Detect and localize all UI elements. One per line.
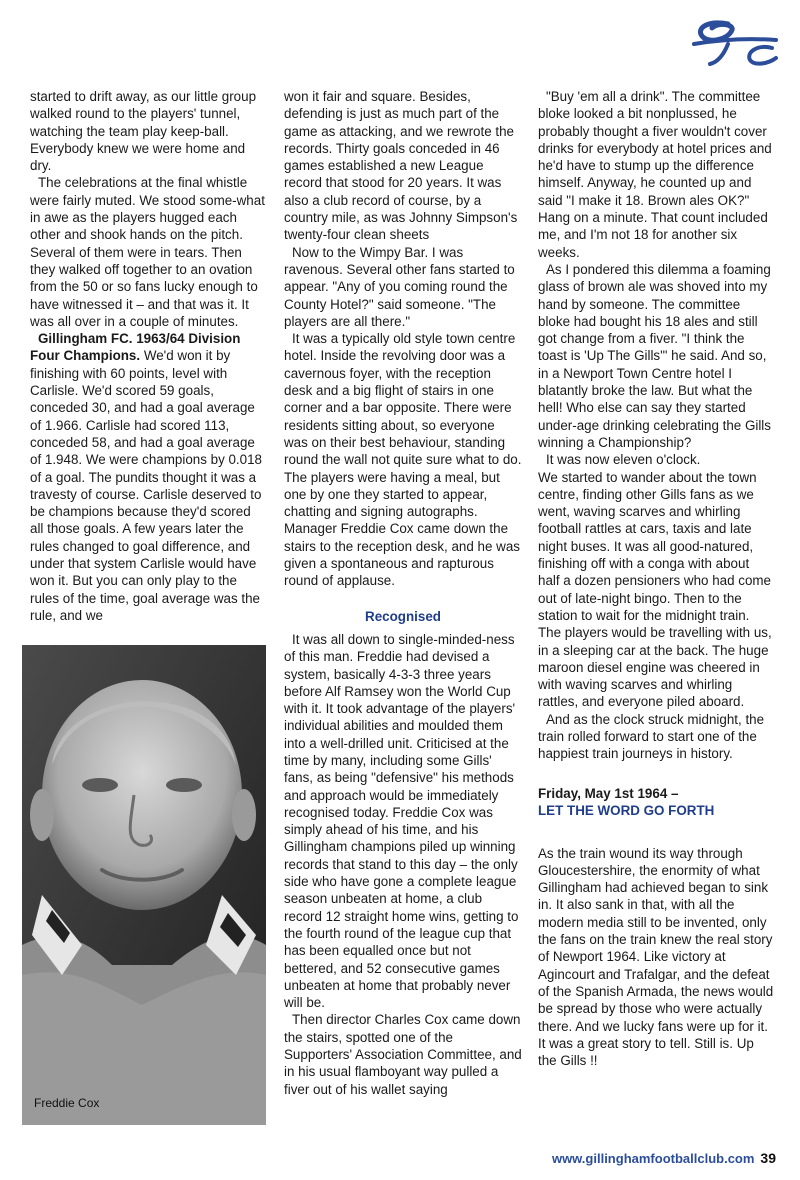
paragraph: We started to wander about the town centre, finding other Gills fans as we went, waving scarves and whirling football rattles at cars, taxis and late night buses. It was all good-natured, finishing off with a conga with about half a dozen pensioners who had come out of late-night bingo. Then to the station to wait for the midnight train. The players would be travelling with us, in a sleeping car at the back. The huge maroon diesel engine was cheered in with waving scarves and whirling rattles, and everyone piled aboard.: [538, 469, 772, 710]
paragraph: And as the clock struck midnight, the train rolled forward to start one of the happiest train journeys in history.: [538, 711, 765, 762]
paragraph: It was all down to single-minded-ness of this man. Freddie had devised a system, basically 4-3-3 three years before Alf Ramsey won the World Cup with it. It took advantage of the players' individual abilities and moulded them into a well-drilled unit. Criticised at the time by many, including some Gills' fans, as being "defensive" his methods and approach would be immediately recognised today. Freddie Cox was simply ahead of his time, and his Gillingham champions piled up winning records that stand to this day – the only side who have gone a complete league season unbeaten at home, a club record 12 straight home wins, getting to the fourth round of the league cup that has been equalled once but not bettered, and 52 consecutive games unbeaten at home that probably never will be.: [284, 631, 519, 1011]
paragraph: As the train wound its way through Gloucestershire, the enormity of what Gillingham had achieved began to sink in. It also sank in that, with all the modern media still to be invented, only the fans on the train knew the real story of Newport 1964. Like victory at Agincourt and Trafalgar, and the defeat of the Spanish Armada, the news would be spread by those who were actually there. And we lucky fans were up for it. It was a great story to tell. Still is. Up the Gills !!: [538, 845, 774, 1069]
page-footer: [552, 1150, 776, 1166]
article-column-3: [538, 88, 774, 1069]
article-column-2: [284, 88, 522, 1098]
paragraph-body: We'd won it by finishing with 60 points, level with Carlisle. We'd scored 59 goals, conceded 30, and had a goal average of 1.966. Carlisle had scored 113, conceded 58, and had a goal average of 1.948. We were champions by 0.018 of a goal. The pundits thought it was a travesty of course. Carlisle deserved to be champions because they'd scored all those goals. A few years later the rules changed to goal difference, and under that system Carlisle would have won it. But you can only play to the rules of the time, goal average was the rule, and we: [30, 348, 262, 623]
paragraph: started to drift away, as our little group walked round to the players' tunnel, watching the team play keep-ball. Everybody knew we were home and dry.: [30, 89, 257, 174]
paragraph: won it fair and square. Besides, defending is just as much part of the game as attacking, and we rewrote the records. Thirty goals conceded in 46 games established a new League record that stood for 20 years. It was also a club record of course, by a country mile, as was Johnny Simpson's twenty-four clean sheets: [284, 89, 518, 243]
page-number: 39: [760, 1150, 776, 1166]
section-heading: [538, 785, 774, 819]
section-heading: Recognised: [365, 608, 441, 624]
paragraph: Now to the Wimpy Bar. I was ravenous. Several other fans started to appear. "Any of you coming round the County Hotel?" said someone. "The players are all there.": [284, 244, 515, 329]
article-column-1: [30, 88, 266, 624]
paragraph-lead: Gillingham FC. 1963/64 Division Four Champions.: [30, 331, 241, 364]
paragraph: [30, 330, 266, 624]
paragraph: "Buy 'em all a drink". The committee bloke looked a bit nonplussed, he probably thought a fiver wouldn't cover drinks for everybody at hotel prices and he'd have to stump up the difference himself. Anyway, he counted up and said "I make it 18. Brown ales OK?" Hang on a minute. That count included me, and I'm not 18 for another six weeks.: [538, 89, 772, 260]
heading-title: LET THE WORD GO FORTH: [538, 802, 715, 818]
heading-date: Friday, May 1st 1964 –: [538, 785, 679, 801]
gfc-logo: [688, 14, 784, 68]
website-link[interactable]: www.gillinghamfootballclub.com: [551, 1151, 755, 1166]
paragraph: It was a typically old style town centre hotel. Inside the revolving door was a cavernous foyer, with the reception desk and a big flight of stairs in one corner and a bar opposite. There were residents sitting about, so everyone was on their best behaviour, standing round the wall not quite sure what to do. The players were having a meal, but one by one they started to appear, chatting and signing autographs. Manager Freddie Cox came down the stairs to the reception desk, and he was given a spontaneous and rapturous round of applause.: [284, 331, 522, 589]
freddie-cox-photo: [22, 645, 266, 1125]
paragraph: As I pondered this dilemma a foaming glass of brown ale was shoved into my hand by someone. The committee bloke had bought his 18 ales and still got change from a fiver. "I think the toast is 'Up The Gills'" he said. And so, in a Newport Town Centre hotel I blatantly broke the law. But what the hell! Who else can say they started under-age drinking celebrating the Gills winning a Championship?: [538, 261, 771, 450]
paragraph: Then director Charles Cox came down the stairs, spotted one of the Supporters' Association Committee, and in his usual flamboyant way pulled a fiver out of his wallet saying: [284, 1012, 522, 1097]
photo-caption: Freddie Cox: [34, 1096, 100, 1110]
paragraph: It was now eleven o'clock.: [546, 452, 701, 468]
paragraph: The celebrations at the final whistle were fairly muted. We stood some-what in awe as the players hugged each other and shook hands on the pitch. Several of them were in tears. Then they walked off together to an ovation from the 50 or so fans lucky enough to have witnessed it – and that was it. It was all over in a couple of minutes.: [30, 175, 265, 329]
